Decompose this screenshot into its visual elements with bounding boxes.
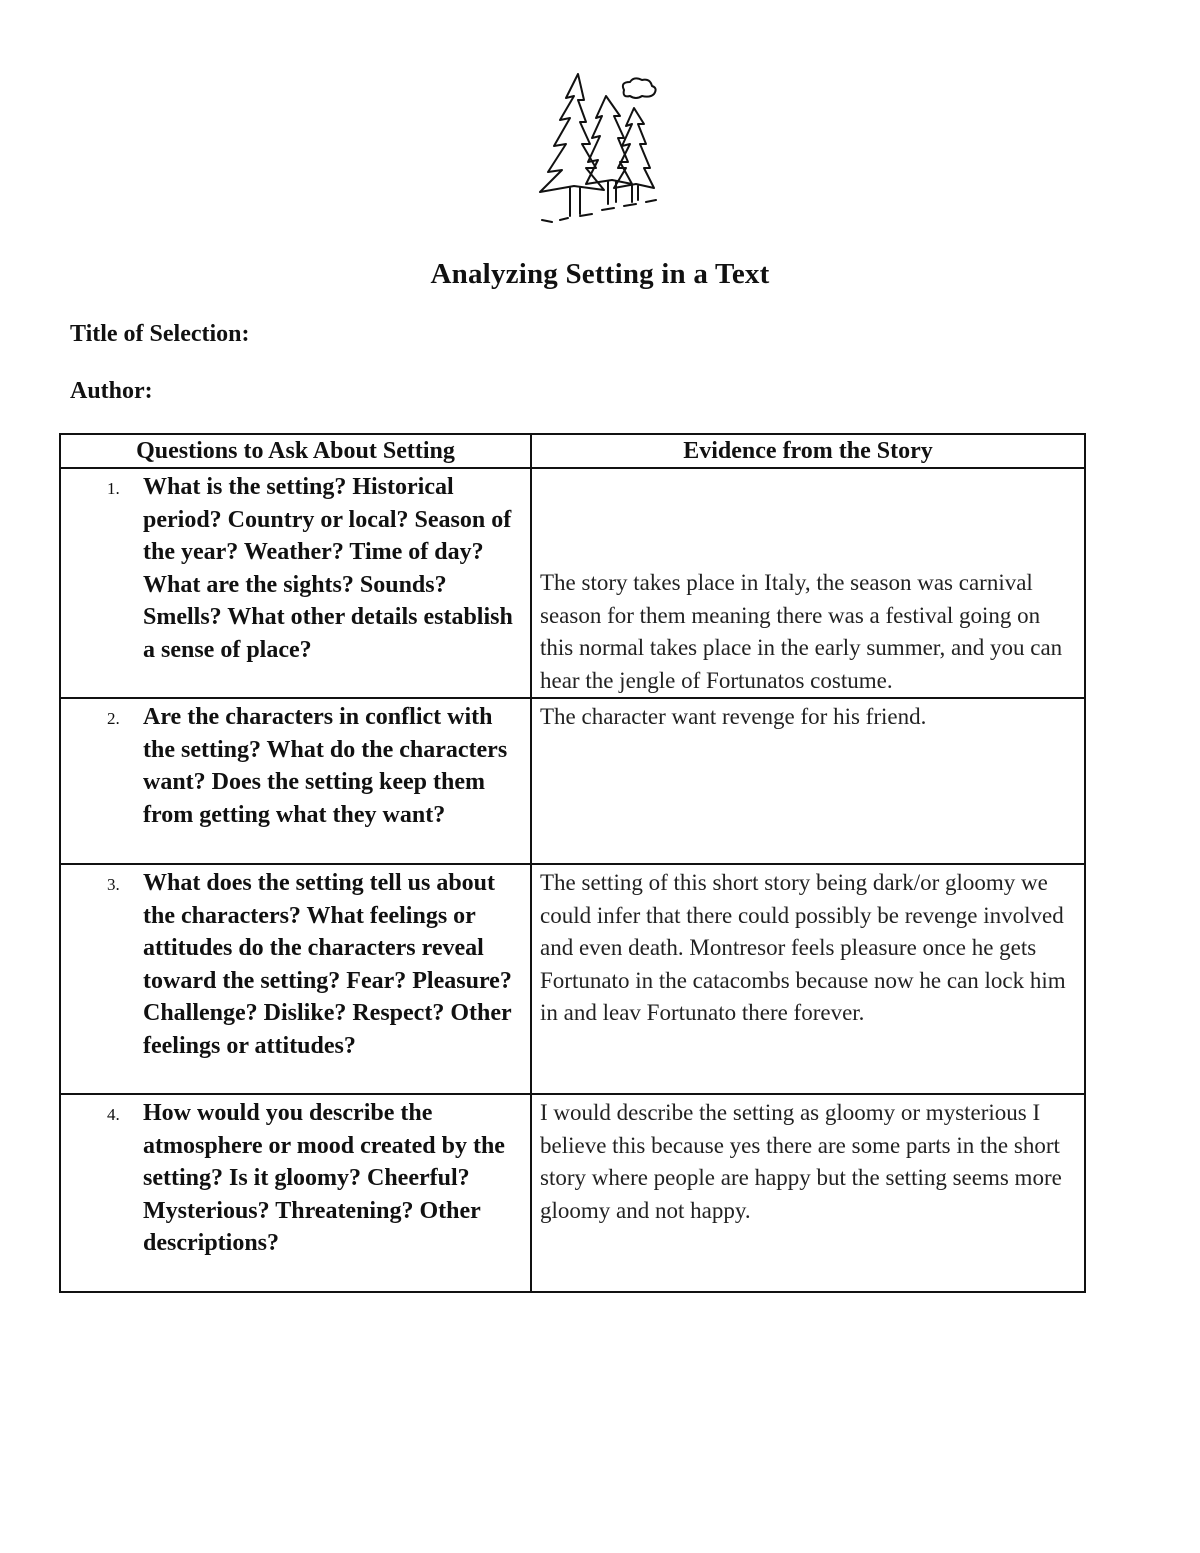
table-row (60, 468, 1085, 698)
evidence-cell: The character want revenge for his friend. (531, 698, 1085, 864)
question-cell (60, 1094, 531, 1292)
question-cell (60, 468, 531, 698)
question-number: 1. (107, 479, 120, 498)
question-text: What does the setting tell us about the characters? What feelings or attitudes do the characters reveal toward the setting? Fear? Pleasure? Challenge? Dislike? Respect? Other feelings or attitudes? (143, 870, 512, 1059)
question-number: 4. (107, 1105, 120, 1124)
question-number: 2. (107, 709, 120, 728)
evidence-cell: The setting of this short story being dark/or gloomy we could infer that there could possibly be revenge involved and even death. Montresor feels pleasure once he gets Fortunato in the catacombs because now he can lock him in and leav Fortunato there forever. (531, 864, 1085, 1094)
table-row (60, 864, 1085, 1094)
question-text: How would you describe the atmosphere or mood created by the setting? Is it gloomy? Cheerful? Mysterious? Threatening? Other descriptions? (143, 1100, 505, 1256)
title-of-selection-label: Title of Selection: (70, 321, 250, 347)
page-title: Analyzing Setting in a Text (430, 258, 770, 290)
pine-trees-icon (528, 68, 668, 228)
question-number: 3. (107, 875, 120, 894)
author-label: Author: (70, 378, 153, 404)
question-text: What is the setting? Historical period? Country or local? Season of the year? Weather? Time of day? What are the sights? Sounds? Smells? What other details establish a sense of place? (143, 474, 513, 663)
setting-analysis-table (59, 433, 1086, 1293)
header-evidence: Evidence from the Story (531, 434, 1085, 468)
question-cell (60, 698, 531, 864)
header-questions: Questions to Ask About Setting (60, 434, 531, 468)
table-row (60, 698, 1085, 864)
question-cell (60, 864, 531, 1094)
evidence-cell: The story takes place in Italy, the season was carnival season for them meaning there was a festival going on this normal takes place in the early summer, and you can hear the jengle of Fortunatos costume. (531, 468, 1085, 698)
table-row (60, 1094, 1085, 1292)
evidence-cell: I would describe the setting as gloomy or mysterious I believe this because yes there are some parts in the short story where people are happy but the setting seems more gloomy and not happy. (531, 1094, 1085, 1292)
table-header-row (60, 434, 1085, 468)
question-text: Are the characters in conflict with the setting? What do the characters want? Does the setting keep them from getting what they want? (143, 704, 508, 828)
